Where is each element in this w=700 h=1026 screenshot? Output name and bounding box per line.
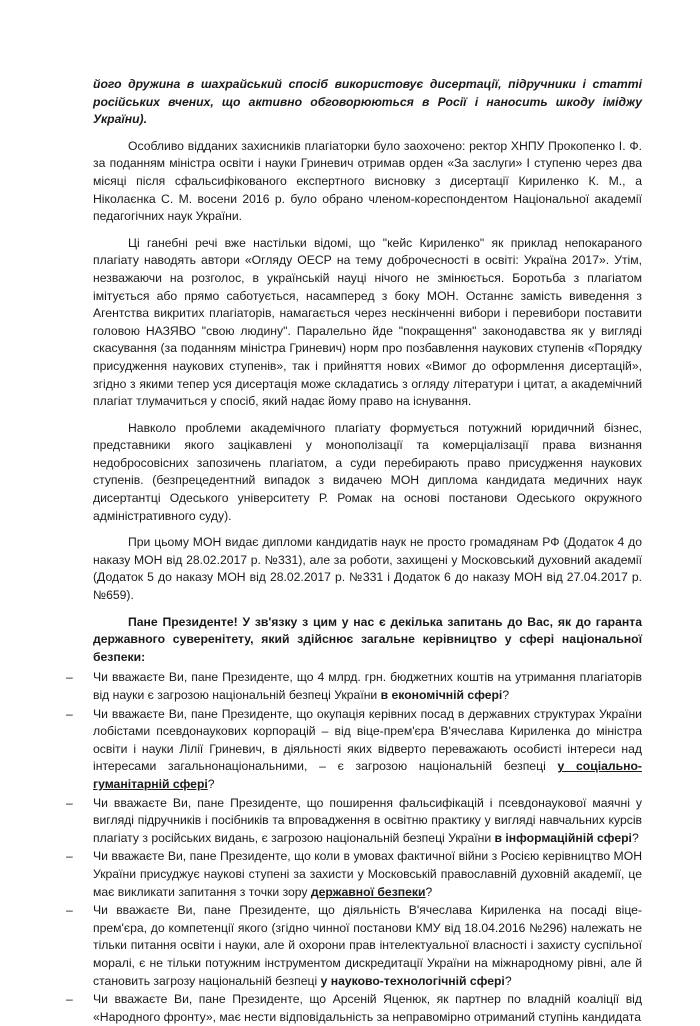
questions-heading: Пане Президенте! У зв'язку з цим у нас є декілька запитань до Вас, як до гаранта державного суверенітету, який здійснює загальне керівництво у сфері національної безпеки: [93, 614, 642, 664]
question-mark: ? [502, 688, 510, 702]
question-text: Чи вважаєте Ви, пане Президенте, що діяльність В'ячеслава Кириленка на посаді віце-прем'єра, до компетенції якого (згідно чинної постанови КМУ від 18.04.2016 №296) належать не тільки питання освіти і науки, але й охорони прав інтелектуальної власності і захисту суспільної моралі, є не тільки потужним інструментом дискредитації України на міжнародному рівні, але й становить загрозу національній безпеці [93, 903, 642, 988]
questions-list [66, 669, 642, 1026]
question-emphasis: у науково-технологічній сфері [320, 973, 505, 988]
question-item [66, 669, 642, 704]
question-mark: ? [504, 973, 512, 988]
question-emphasis: у соціально-гуманітарній сфері [93, 759, 642, 791]
dash-bullet: – [66, 706, 73, 721]
paragraph-diplomas: При цьому МОН видає дипломи кандидатів наук не просто громадянам РФ (Додаток 4 до наказу МОН від 28.02.2017 р. №331), але за роботи, захищені у Московський духовний академії (Додаток 5 до наказу МОН від 28.02.2017 р. №331 і Додаток 6 до наказу МОН від 27.04.2017 р. №659). [93, 535, 642, 603]
question-emphasis: в інформаційній сфері [494, 830, 632, 845]
dash-bullet: – [66, 992, 73, 1007]
question-item [66, 991, 642, 1026]
question-text: Чи вважаєте Ви, пане Президенте, що поширення фальсифікацій і псевдонаукової маячні у вигляді підручників і посібників та впровадження в освітню практику у вигляді навчальних курсів плагіату з російських видань, є загрозою національній безпеці України [93, 795, 642, 845]
dash-bullet: – [66, 903, 73, 918]
intro-fragment: його дружина в шахрайський спосіб використовує дисертації, підручники і статті російських вчених, що активно обговорюються в Росії і наносить шкоду іміджу України). [93, 77, 642, 127]
question-text: Чи вважаєте Ви, пане Президенте, що коли в умовах фактичної війни з Росією керівництво МОН України присуджує наукові ступені за захисти у Московській православній духовній академії, це має викликати запитання з точки зору [93, 849, 642, 899]
paragraph-kyrylenko-case: Ці ганебні речі вже настільки відомі, що "кейс Кириленко" як приклад непокараного плагіату наводять автори «Огляду ОЕСР на тему доброчесності в освіті: Україна 2017». Утім, незважаючи на розголос, в українській науці нічого не змінюється. Боротьба з плагіатом імітується або прямо саботується, насамперед з боку МОН. Останнє замість виведення з Агентства викритих плагіаторів, намагається через нескінченні вибори і перевибори поставити головою НАЗЯВО "свою людину". Паралельно йде "покращення" законодавства як у вигляді скасування (за поданням міністра Гриневич) норм про позбавлення наукових ступенів «Порядку присудження наукових ступенів», так і прийняття нових «Вимог до оформлення дисертацій», згідно з якими тепер уся дисертація може складатись з огляду літератури і цитат, а академічний плагіат тлумачиться у спосіб, який надає йому право на існування. [93, 235, 642, 409]
paragraph-awards: Особливо відданих захисників плагіаторки було заохочено: ректор ХНПУ Прокопенко І. Ф. за поданням міністра освіти і науки Гриневич отримав орден «За заслуги» І ступеню через два місяці після сфальсифікованого експертного висновку з дисертації Кириленко К. М., а Ніколаєнка С. М. восени 2016 р. було обрано членом-кореспондентом Національної академії педагогічних наук України. [93, 138, 642, 224]
question-emphasis: державної безпеки [310, 884, 426, 899]
question-item [66, 795, 642, 848]
question-item [66, 848, 642, 901]
question-item [66, 706, 642, 794]
dash-bullet: – [66, 795, 73, 810]
dash-bullet: – [66, 670, 73, 685]
question-emphasis: в економічній сфері [380, 688, 503, 702]
question-text: Чи вважаєте Ви, пане Президенте, що Арсеній Яценюк, як партнер по владній коаліції від «Народного фронту», має нести відповідальність за неправомірно отриманий ступінь кандидата [93, 992, 642, 1024]
question-mark: ? [631, 830, 639, 845]
question-text: Чи вважаєте Ви, пане Президенте, що 4 млрд. грн. бюджетних коштів на утримання плагіаторів від науки є загрозою національній безпеці України [93, 670, 642, 702]
dash-bullet: – [66, 849, 73, 864]
question-mark: ? [207, 776, 215, 791]
question-text: Чи вважаєте Ви, пане Президенте, що окупація керівних посад в державних структурах України лобістами псевдонаукових корпорацій – від віце-прем'єра В'ячеслава Кириленка до міністра освіти і науки Лілії Гриневич, в діяльності яких відверто переважають особисті інтереси над інтересами загальнонаціональними, – є загрозою національній безпеці [93, 706, 642, 774]
question-mark: ? [425, 884, 433, 899]
question-item [66, 902, 642, 990]
paragraph-legal-business: Навколо проблеми академічного плагіату формується потужний юридичний бізнес, представники якого зацікавлені у монополізації та комерціалізації права визнання недобросовісних запозичень плагіатом, а суди перебирають право присудження наукових ступенів. (безпрецедентний випадок з видачею МОН диплома кандидата медичних наук дисертантці Одеського університету Р. Ромак на основі постанови Одеського окружного адміністративного суду). [93, 420, 642, 523]
